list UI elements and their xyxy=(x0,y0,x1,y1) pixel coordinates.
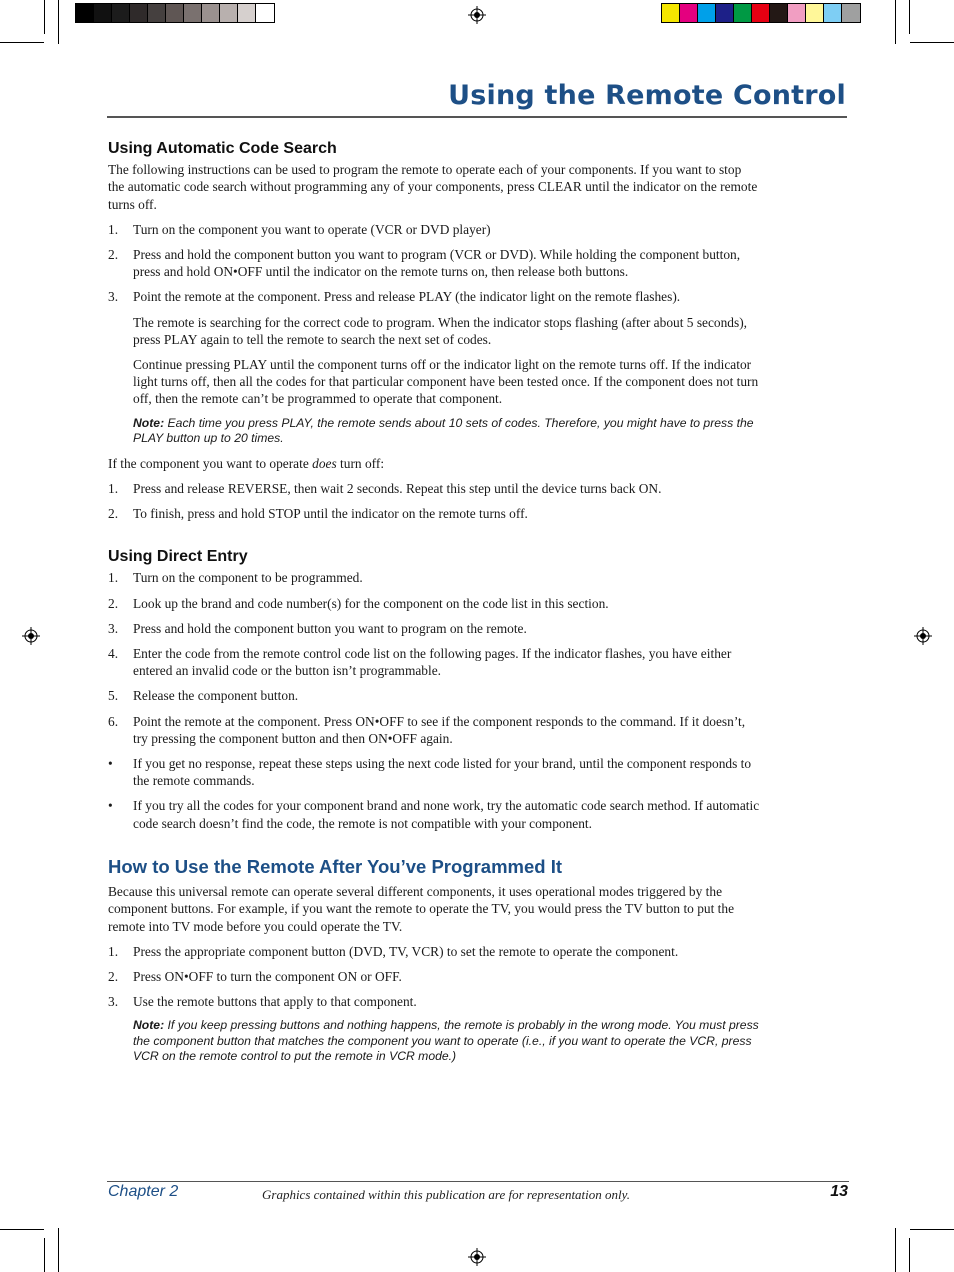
list-item-number: • xyxy=(108,798,113,814)
list-item-text: Release the component button. xyxy=(133,688,299,704)
automatic-code-search-section xyxy=(108,140,760,522)
continue-paragraph: Continue pressing PLAY until the component turns off or the indicator light on the remote turns off. If the indicator light turns off, then all the codes for that particular component have been tested once. If the component does not turn off, then the remote can’t be programmed to operate that component. xyxy=(133,357,759,407)
note xyxy=(108,1018,760,1065)
list-item-text: If you try all the codes for your component brand and none work, try the automatic code search method. If automatic code search doesn’t find the code, the remote is not compatible with your component. xyxy=(133,798,760,831)
if-turn-off-paragraph xyxy=(108,455,760,472)
list-item-text: Press the appropriate component button (DVD, TV, VCR) to set the remote to operate the component. xyxy=(133,943,679,959)
note xyxy=(108,416,760,447)
list-item-number: 2. xyxy=(108,595,119,611)
note-text: Each time you press PLAY, the remote sends about 10 sets of codes. Therefore, you might have to press the PLAY button up to 20 times. xyxy=(133,415,754,446)
list-item xyxy=(108,569,760,586)
list-item-number: 1. xyxy=(108,480,119,496)
note-text: If you keep pressing buttons and nothing happens, the remote is probably in the wrong mode. You must press the component button that matches the component you want to operate (i.e., if you want to operate the VCR, press VCR on the remote control to put the remote in VCR mode.) xyxy=(133,1018,759,1064)
list-item xyxy=(108,645,760,679)
list-item-number: 4. xyxy=(108,646,119,662)
list-item-text: Press and hold the component button you want to program (VCR or DVD). While holding the component button, press and hold ON•OFF until the indicator on the remote turns on, then release both buttons. xyxy=(133,247,741,280)
list-item-number: 3. xyxy=(108,994,119,1010)
list-item-number: 2. xyxy=(108,247,119,263)
list-item-text: Point the remote at the component. Press ON•OFF to see if the component responds to the command. If it doesn’t, try pressing the component button and then ON•OFF again. xyxy=(133,713,746,746)
disclaimer: Graphics contained within this publication are for representation only. xyxy=(262,1187,630,1202)
registration-mark-icon xyxy=(22,627,40,645)
list-item-text: To finish, press and hold STOP until the indicator on the remote turns off. xyxy=(133,506,528,522)
color-swatch xyxy=(662,4,680,22)
color-swatch xyxy=(842,4,860,22)
list-item-text: Enter the code from the remote control code list on the following pages. If the indicator flashes, you have either entered an invalid code or the button isn’t programmable. xyxy=(133,646,732,679)
list-item-text: Point the remote at the component. Press and release PLAY (the indicator light on the remote flashes). xyxy=(133,289,681,305)
color-swatch xyxy=(256,4,274,22)
registration-mark-icon xyxy=(468,1248,486,1266)
intro-paragraph: Because this universal remote can operate several different components, it uses operational modes triggered by the component buttons. For example, if you want the remote to operate the TV, you would press the TV button to put the remote into TV mode before you could operate the TV. xyxy=(108,884,735,934)
list-item-number: 3. xyxy=(108,620,119,636)
color-swatch xyxy=(148,4,166,22)
section-heading: Using Automatic Code Search xyxy=(108,140,337,157)
color-swatch xyxy=(184,4,202,22)
list-item xyxy=(108,713,760,747)
code-search-steps xyxy=(108,221,760,306)
color-swatch xyxy=(770,4,788,22)
grayscale-calibration-bar xyxy=(75,3,275,23)
color-swatch xyxy=(202,4,220,22)
registration-mark-icon xyxy=(468,6,486,24)
list-item xyxy=(108,620,760,637)
list-item-number: 3. xyxy=(108,289,119,305)
if-emphasis: does xyxy=(312,455,337,471)
color-swatch xyxy=(752,4,770,22)
color-swatch xyxy=(112,4,130,22)
list-item-number: 6. xyxy=(108,713,119,729)
registration-mark-icon xyxy=(914,627,932,645)
color-calibration-bar xyxy=(661,3,861,23)
color-swatch xyxy=(806,4,824,22)
color-swatch xyxy=(94,4,112,22)
intro-paragraph: The following instructions can be used to program the remote to operate each of your components. If you want to stop the automatic code search without programming any of your components, press CLEAR until the indicator on the remote turns off. xyxy=(108,162,758,212)
color-swatch xyxy=(220,4,238,22)
color-swatch xyxy=(734,4,752,22)
color-swatch xyxy=(166,4,184,22)
list-item-number: 1. xyxy=(108,221,119,237)
direct-entry-steps xyxy=(108,569,760,831)
color-swatch xyxy=(680,4,698,22)
list-item-text: Turn on the component you want to operate (VCR or DVD player) xyxy=(133,221,491,237)
color-swatch xyxy=(130,4,148,22)
footer-divider xyxy=(107,1181,849,1182)
list-item xyxy=(108,687,760,704)
list-item xyxy=(108,480,760,497)
after-programmed-section xyxy=(108,855,760,1065)
note-label: Note: xyxy=(133,415,165,430)
if-text-end: turn off: xyxy=(336,455,385,471)
list-item-text: Press and hold the component button you want to program on the remote. xyxy=(133,620,527,636)
page-content xyxy=(108,140,760,1073)
list-item-text: Press and release REVERSE, then wait 2 seconds. Repeat this step until the device turns back ON. xyxy=(133,480,662,496)
color-swatch xyxy=(698,4,716,22)
list-item xyxy=(108,288,760,305)
list-item xyxy=(108,246,760,280)
list-item xyxy=(108,993,760,1010)
section-heading: How to Use the Remote After You’ve Programmed It xyxy=(108,855,563,877)
direct-entry-section xyxy=(108,548,760,832)
chapter-label: Chapter 2 xyxy=(108,1183,179,1200)
list-item-number: 2. xyxy=(108,506,119,522)
color-swatch xyxy=(788,4,806,22)
list-item-number: 2. xyxy=(108,968,119,984)
color-swatch xyxy=(716,4,734,22)
list-item-number: 1. xyxy=(108,570,119,586)
usage-steps xyxy=(108,943,760,1011)
list-item-text: Look up the brand and code number(s) for the component on the code list in this section. xyxy=(133,595,609,611)
list-item-text: If you get no response, repeat these steps using the next code listed for your brand, until the component responds to the remote commands. xyxy=(133,756,752,789)
list-item-number: 5. xyxy=(108,688,119,704)
list-item xyxy=(108,221,760,238)
searching-paragraph: The remote is searching for the correct code to program. When the indicator stops flashing (after about 5 seconds), press PLAY again to tell the remote to search the next set of codes. xyxy=(133,314,748,347)
if-text: If the component you want to operate xyxy=(108,455,313,471)
color-swatch xyxy=(76,4,94,22)
list-item xyxy=(108,968,760,985)
color-swatch xyxy=(824,4,842,22)
note-label: Note: xyxy=(133,1018,165,1033)
color-swatch xyxy=(238,4,256,22)
title-divider xyxy=(107,116,847,118)
page-number: 13 xyxy=(830,1183,848,1200)
list-item xyxy=(108,505,760,522)
list-item-text: Turn on the component to be programmed. xyxy=(133,570,363,586)
list-item-number: • xyxy=(108,756,113,772)
list-item-text: Press ON•OFF to turn the component ON or OFF. xyxy=(133,968,402,984)
list-item xyxy=(108,943,760,960)
turn-off-steps xyxy=(108,480,760,522)
list-item xyxy=(108,755,760,789)
list-item xyxy=(108,595,760,612)
section-heading: Using Direct Entry xyxy=(108,548,248,566)
list-item-text: Use the remote buttons that apply to that component. xyxy=(133,994,417,1010)
list-item-number: 1. xyxy=(108,943,119,959)
list-item xyxy=(108,797,760,831)
page-title: Using the Remote Control xyxy=(448,80,846,111)
